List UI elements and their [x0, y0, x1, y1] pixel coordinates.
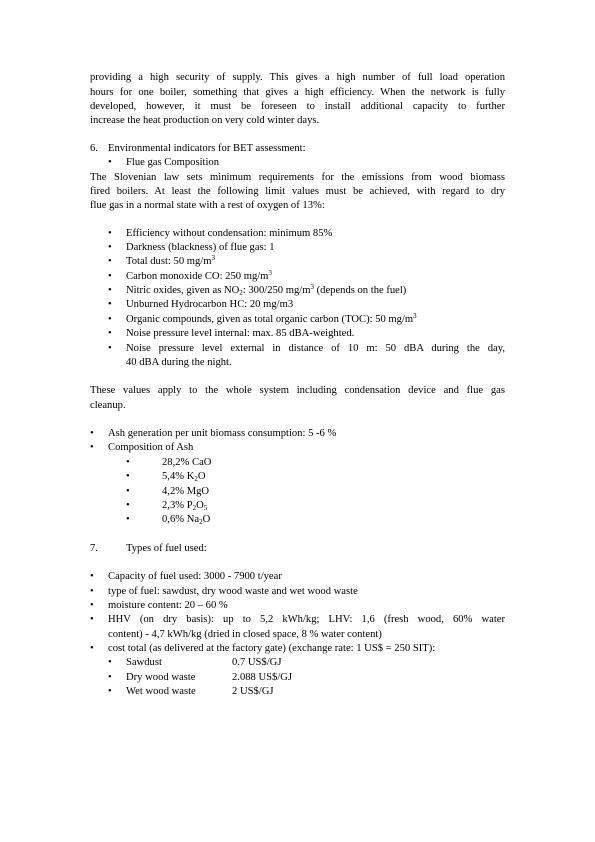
- list-item: [126, 313, 505, 327]
- bullet: •: [108, 271, 112, 282]
- item-text: O: [202, 514, 211, 525]
- list-item: Capacity of fuel used: 3000 - 7900 t/year: [108, 571, 282, 582]
- ash-item: [162, 513, 210, 527]
- item-text: Total dust: 50 mg/m: [126, 256, 212, 267]
- section-number: 7.: [90, 543, 98, 554]
- list-item: Noise pressure level external in distance of 10 m: 50 dBA during the day,: [126, 343, 505, 354]
- ash-item: [162, 470, 206, 484]
- bullet: •: [108, 686, 112, 697]
- item-text: (depends on the fuel): [313, 285, 407, 296]
- superscript: 3: [310, 283, 314, 291]
- cost-value: 2 US$/GJ: [232, 686, 274, 697]
- cost-name: Sawdust: [126, 657, 162, 668]
- ash-item: 28,2% CaO: [162, 457, 212, 468]
- ash-item: [162, 499, 207, 513]
- section-number: 6.: [90, 143, 98, 154]
- list-item: Efficiency without condensation: minimum 85%: [126, 228, 333, 239]
- list-item: Composition of Ash: [108, 442, 194, 453]
- subscript: 2: [199, 518, 203, 526]
- bullet: •: [126, 457, 130, 468]
- list-item: Noise pressure level internal: max. 85 dBA-weighted.: [126, 328, 355, 339]
- paragraph-line: The Slovenian law sets minimum requirements for the emissions from wood biomass: [90, 172, 505, 183]
- item-text: Organic compounds, given as total organic carbon (TOC): 50 mg/m: [126, 314, 414, 325]
- paragraph-line: These values apply to the whole system including condensation device and flue gas: [90, 385, 505, 396]
- item-text: O: [196, 500, 204, 511]
- item-text: 2,3% P: [162, 500, 193, 511]
- list-item: Ash generation per unit biomass consumption: 5 -6 %: [108, 428, 337, 439]
- item-text: 5,4% K: [162, 471, 195, 482]
- section-title: Environmental indicators for BET assessment:: [108, 143, 306, 154]
- bullet: •: [126, 514, 130, 525]
- list-item: [126, 270, 505, 284]
- item-text: O: [197, 471, 206, 482]
- bullet: •: [108, 657, 112, 668]
- bullet: •: [126, 500, 130, 511]
- subscript: 2: [239, 289, 243, 297]
- sub-heading: Flue gas Composition: [126, 157, 219, 168]
- paragraph-line: fired boilers. At least the following limit values must be achieved, with regard to dry: [90, 186, 505, 197]
- cost-name: Dry wood waste: [126, 672, 196, 683]
- bullet: •: [90, 643, 94, 654]
- item-text: : 300/250 mg/m: [242, 285, 311, 296]
- bullet: •: [90, 586, 94, 597]
- item-text: Carbon monoxide CO: 250 mg/m: [126, 271, 269, 282]
- superscript: 3: [413, 312, 417, 320]
- section-title: Types of fuel used:: [126, 543, 207, 554]
- list-item: Unburned Hydrocarbon HC: 20 mg/m3: [126, 299, 294, 310]
- bullet: •: [90, 428, 94, 439]
- list-item: type of fuel: sawdust, dry wood waste and wet wood waste: [108, 586, 358, 597]
- paragraph-line: flue gas in a normal state with a rest of oxygen of 13%:: [90, 200, 325, 211]
- bullet: •: [108, 256, 112, 267]
- bullet: •: [126, 471, 130, 482]
- list-item: [126, 284, 505, 298]
- bullet: •: [90, 571, 94, 582]
- paragraph-line: cleanup.: [90, 400, 126, 411]
- cost-value: 2.088 US$/GJ: [232, 672, 293, 683]
- list-item: [126, 255, 505, 269]
- superscript: 3: [268, 269, 272, 277]
- bullet: •: [90, 442, 94, 453]
- subscript: 2: [192, 504, 197, 512]
- list-item-continuation: content) - 4,7 kWh/kg (dried in closed space, 8 % water content): [108, 629, 382, 640]
- item-text: 0,6% Na: [162, 514, 200, 525]
- item-text: Nitric oxides, given as NO: [126, 285, 240, 296]
- list-item: cost total (as delivered at the factory gate) (exchange rate: 1 US$ = 250 SIT):: [108, 643, 436, 654]
- superscript: 3: [211, 254, 215, 262]
- list-item: Darkness (blackness) of flue gas: 1: [126, 242, 275, 253]
- list-item-continuation: 40 dBA during the night.: [126, 357, 232, 368]
- paragraph-line: developed, however, it must be foreseen to install additional capacity to further: [90, 101, 505, 112]
- bullet: •: [108, 328, 112, 339]
- cost-value: 0.7 US$/GJ: [232, 657, 282, 668]
- paragraph-line: hours for one boiler, something that gives a high efficiency. When the network is fully: [90, 87, 505, 98]
- bullet: •: [126, 486, 130, 497]
- bullet: •: [108, 242, 112, 253]
- subscript: 2: [194, 475, 198, 483]
- paragraph-line: providing a high security of supply. This gives a high number of full load operation: [90, 72, 505, 83]
- bullet: •: [108, 343, 112, 354]
- list-item: moisture content: 20 – 60 %: [108, 600, 228, 611]
- bullet: •: [108, 299, 112, 310]
- cost-name: Wet wood waste: [126, 686, 196, 697]
- subscript: 5: [203, 504, 208, 512]
- bullet: •: [108, 157, 112, 168]
- bullet: •: [108, 672, 112, 683]
- bullet: •: [90, 614, 94, 625]
- list-item: HHV (on dry basis): up to 5,2 kWh/kg; LHV: 1,6 (fresh wood, 60% water: [108, 614, 505, 625]
- bullet: •: [108, 285, 112, 296]
- bullet: •: [90, 600, 94, 611]
- paragraph-line: increase the heat production on very cold winter days.: [90, 115, 320, 126]
- ash-item: 4,2% MgO: [162, 486, 210, 497]
- bullet: •: [108, 228, 112, 239]
- bullet: •: [108, 314, 112, 325]
